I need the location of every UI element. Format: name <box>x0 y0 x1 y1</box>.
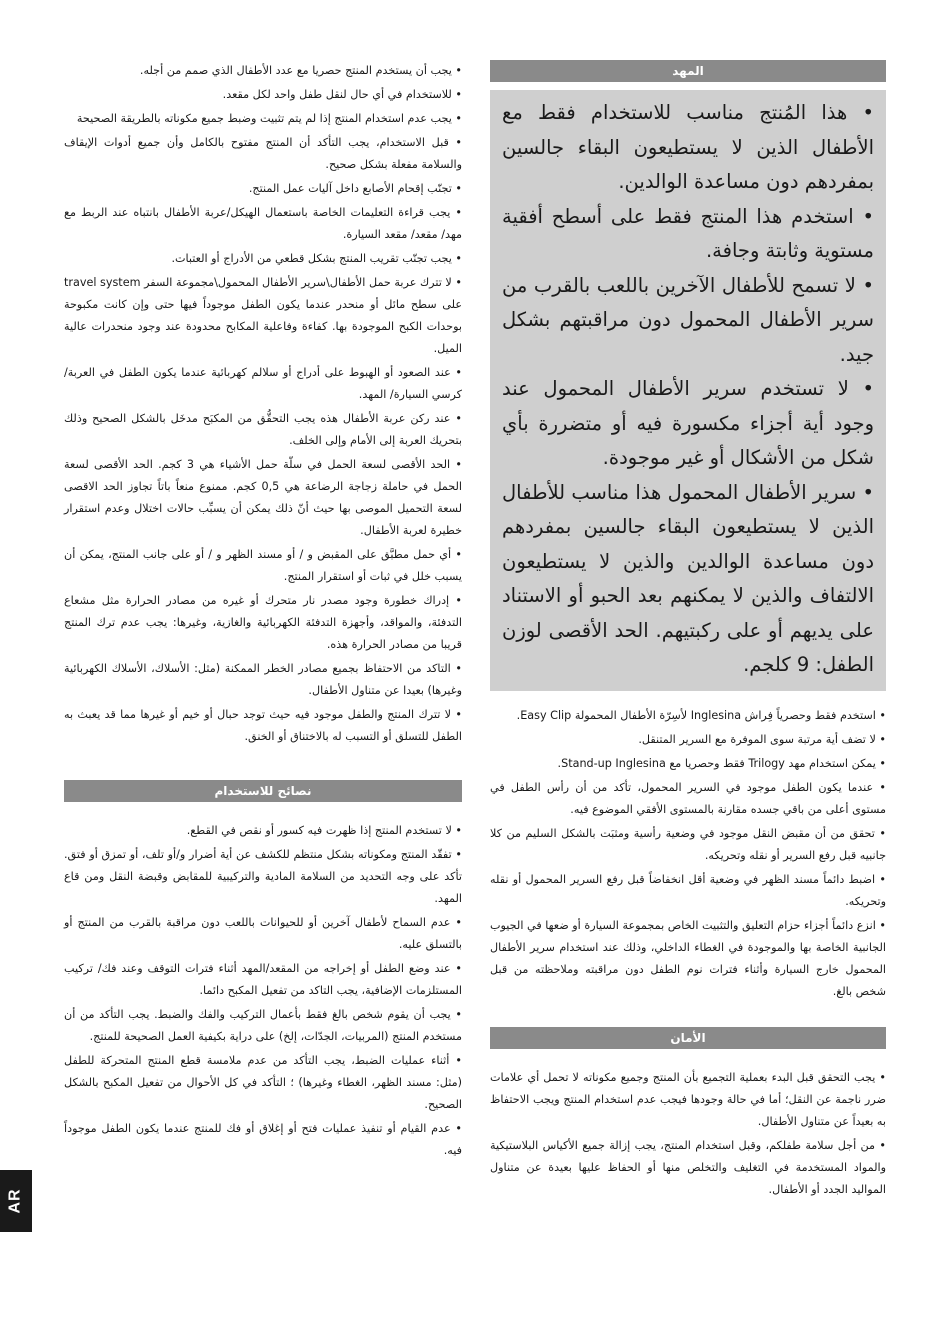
cradle-instructions-list <box>490 705 886 1003</box>
list-item: • تحقق من أن مقبض النقل موجود في وضعية رأسية ومثبَت بالشكل السليم من كلا جانبيه قبل رفع السرير أو نقله وتحريكه. <box>490 823 886 867</box>
list-item: • تفقّد المنتج ومكوناته بشكل منتظم للكشف عن أية أضرار و/أو تلف، أو تمزق أو فتق. تأكد على وجه التحديد من السلامة المادية والتركيبية للمقابض وقبضة النقل ومن قاع المهد. <box>64 844 462 910</box>
usage-tips-list <box>64 820 462 1162</box>
cradle-warning-box <box>490 90 886 691</box>
list-item: • لا تترك المنتج والطفل موجود فيه حيث توجد حبال أو خيم أو غيرها مما قد يعبث به الطفل للتسلق أو التسبب له بالاختناق أو الخنق. <box>64 704 462 748</box>
list-item: • يجب التحقق قبل البدء بعملية التجميع بأن المنتج وجميع مكوناته لا تحمل أي علامات ضرر ناجمة عن النقل؛ أما في حالة وجودها فيجب عدم استخدام المنتج ويجب الاحتفاظ به بعيداً عن متناول الأطفال. <box>490 1067 886 1133</box>
list-item: • للاستخدام في أي حال لنقل طفل واحد لكل مقعد. <box>64 84 462 106</box>
language-tab <box>0 1170 32 1232</box>
list-item: • لا تستخدم المنتج إذا ظهرت فيه كسور أو نقص في القطع. <box>64 820 462 842</box>
list-item: • يمكن استخدام مهد Trilogy فقط وحصريا مع Stand-up Inglesina. <box>490 753 886 775</box>
list-item: • انزع دائماً أجزاء حزام التعليق والتثبيت الخاص بمجموعة السيارة أو ضعها في الجيوب الجانبية الخاصة بها والموجودة في الغطاء الداخلي، وذلك عند استخدام سرير الأطفال المحمول خارج السيارة وأثناء فترات نوم الطفل دون مراقبته وملاحظته من قبل شخص بالغ. <box>490 915 886 1003</box>
cradle-heading: المهد <box>490 60 886 82</box>
list-item: • عند ركن عربة الأطفال هذه يجب التحقُّق من المكبَح مدخَل بالشكل الصحيح وذلك بتحريك العربة إلى الأمام وإلى الخلف. <box>64 408 462 452</box>
list-item: • قبل الاستخدام، يجب التأكد أن المنتج مفتوح بالكامل وأن جميع أدوات الإيقاف والسلامة مفعلة بشكل صحيح. <box>64 132 462 176</box>
list-item: • اضبط دائماً مسند الظهر في وضعية أقل انخفاضاً قبل رفع السرير المحمول أو نقله وتحريكه. <box>490 869 886 913</box>
list-item: • التاكد من الاحتفاظ بجميع مصادر الخطر الممكنة (مثل: الأسلاك، الأسلاك الكهربائية وغيرها) بعيدا عن متناول الأطفال. <box>64 658 462 702</box>
safety-list <box>490 1067 886 1201</box>
list-item: • يجب تجنّب تقريب المنتج بشكل قطعي من الأدراج أو العتبات. <box>64 248 462 270</box>
warning-box-list <box>502 96 874 683</box>
list-item: • أثناء عمليات الضبط، يجب التأكد من عدم ملامسة قطع المنتج المتحركة للطفل (مثل: مسند الظهر، الغطاء وغيرها) ؛ التأكد في كل الأحوال من تفعيل المكبح بالشكل الصحيح. <box>64 1050 462 1116</box>
list-item: • عدم السماح لأطفال آخرين أو للحيوانات باللعب دون مراقبة بالقرب من المنتج أو بالتسلق عليه. <box>64 912 462 956</box>
list-item: • استخدم فقط وحصرياً فِراش Inglesina لأسِرّة الأطفال المحمولة Easy Clip. <box>490 705 886 727</box>
list-item: • لا تستخدم سرير الأطفال المحمول عند وجود أية أجزاء مكسورة فيه أو متضررة بأي شكل من الأشكال أو غير موجودة. <box>502 372 874 476</box>
list-item: • عند وضع الطفل أو إخراجه من المقعد/المهد أثناء فترات التوقف وعند فك/ تركيب المستلزمات الإضافية، يجب التاكد من تفعيل المكبح دائما. <box>64 958 462 1002</box>
right-column <box>490 60 886 1203</box>
safety-heading: الأمان <box>490 1027 886 1049</box>
general-warnings-list <box>64 60 462 748</box>
list-item: • لا تترك عربة حمل الأطفال\سرير الأطفال المحمول\مجموعة السفر travel system على سطح مائل أو منحدر عندما يكون الطفل موجوداً فيها حتى وإن كانت مكبوحة بوحدات الكبح الموجودة بها. كفاءة وفاعلية المكابح محدودة عند وجود منحدرات عالية الميل. <box>64 272 462 360</box>
list-item: • عدم القيام أو تنفيذ عمليات فتح أو إغلاق أو فك للمنتج عندما يكون الطفل موجوداً فيه. <box>64 1118 462 1162</box>
list-item: • يجب قراءة التعليمات الخاصة باستعمال الهيكل/عربة الأطفال بانتباه عند الربط مع مهد/ مقعد/ مقعد السيارة. <box>64 202 462 246</box>
list-item: • يجب عدم استخدام المنتج إذا لم يتم تثبيت وضبط جميع مكوناته بالطريقة الصحيحة <box>64 108 462 130</box>
list-item: • يجب أن يستخدم المنتج حصريا مع عدد الأطفال الذي صمم من أجله. <box>64 60 462 82</box>
language-tab-label: AR <box>6 1188 24 1214</box>
list-item: • تجنّب إقحام الأصابع داخل آليات عمل المنتج. <box>64 178 462 200</box>
list-item: • أي حمل مطبَّق على المقبض و / أو مسند الظهر و / أو على جانب المنتج، يمكن أن يسبب خلل في ثبات أو استقرار المنتج. <box>64 544 462 588</box>
list-item: • عندما يكون الطفل موجود في السرير المحمول، تأكد من أن رأس الطفل في مستوى أعلى من باقي جسده مقارنة بالمستوى الأفقي الموضوع فيه. <box>490 777 886 821</box>
list-item: • الحد الأقصى لسعة الحمل في سلّة حمل الأشياء هي 3 كجم. الحد الأقصى لسعة الحمل في حاملة زجاجة الرضاعة هي 0,5 كجم. ممنوع منعاً باتاً تجاوز الحد الاقصى لسعة التحميل الموصى بها حيث أنّ ذلك يمكن أن يسبِّب حالات اختلال وعدم استقرار خطيرة لعربة الأطفال. <box>64 454 462 542</box>
list-item: • إدراك خطورة وجود مصدر نار متحرك أو غيره من مصادر الحرارة مثل مشعاع التدفئة، والمواقد، وأجهزة التدفئة الكهربائية والغازية، وغيرها: يجب عدم ترك المنتج قريبا من مصادر الحرارة هذه. <box>64 590 462 656</box>
usage-tips-heading: نصائح للاستخدام <box>64 780 462 802</box>
list-item: • من أجل سلامة طفلكم، وقبل استخدام المنتج، يجب إزالة جميع الأكياس البلاستيكية والمواد المستخدمة في التغليف والتخلص منها أو الحفاظ عليها بعيدة عن متناول المواليد الجدد أو الأطفال. <box>490 1135 886 1201</box>
left-column <box>64 60 462 1164</box>
list-item: • سرير الأطفال المحمول هذا مناسب للأطفال الذين لا يستطيعون البقاء جالسين بمفردهم دون مساعدة الوالدين والذين لا يستطيعون الالتفاف والذين لا يمكنهم بعد الحبو أو الاستناد على يديهم أو على ركبتيهم. الحد الأقصى لوزن الطفل: 9 كلجم. <box>502 476 874 683</box>
list-item: • هذا المُنتج مناسب للاستخدام فقط مع الأطفال الذين لا يستطيعون البقاء جالسين بمفردهم دون مساعدة الوالدين. <box>502 96 874 200</box>
list-item: • لا تضف أية مرتبة سوى الموفرة مع السرير المتنقل. <box>490 729 886 751</box>
list-item: • عند الصعود أو الهبوط على أدراج أو سلالم كهربائية عندما يكون الطفل في العربة/ كرسي السيارة/ المهد. <box>64 362 462 406</box>
list-item: • لا تسمح للأطفال الآخرين باللعب بالقرب من سرير الأطفال المحمول دون مراقبتهم بشكل جيد. <box>502 269 874 373</box>
list-item: • استخدم هذا المنتج فقط على أسطح أفقية مستوية وثابتة وجافة. <box>502 200 874 269</box>
list-item: • يجب أن يقوم شخص بالغ فقط بأعمال التركيب والفك والضبط. يجب التأكد من أن مستخدم المنتج (المربيات، الجدّات، إلخ) على دراية بكيفية العمل الصحيحة للمنتج. <box>64 1004 462 1048</box>
